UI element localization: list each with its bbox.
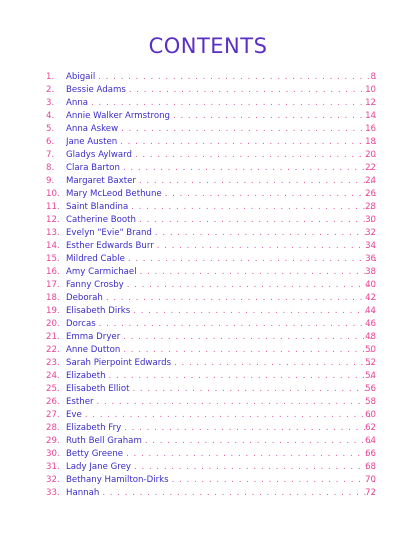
dot-leader bbox=[136, 213, 376, 227]
toc-entry[interactable] bbox=[0, 265, 416, 279]
entry-leader bbox=[66, 239, 376, 253]
entry-leader bbox=[66, 291, 376, 305]
entry-number: 12. bbox=[46, 215, 60, 225]
entry-leader bbox=[66, 200, 376, 214]
dot-leader bbox=[136, 174, 376, 188]
entry-name: Hannah bbox=[66, 488, 100, 498]
entry-leader bbox=[66, 213, 376, 227]
entry-number: 14. bbox=[46, 241, 60, 251]
dot-leader bbox=[106, 369, 376, 383]
toc-entry[interactable] bbox=[0, 122, 416, 136]
entry-page-number: 58 bbox=[365, 397, 376, 407]
toc-entry[interactable] bbox=[0, 239, 416, 253]
toc-entry[interactable] bbox=[0, 382, 416, 396]
entry-page-number: 36 bbox=[365, 254, 376, 264]
entry-page-number: 8 bbox=[370, 72, 376, 82]
toc-entry[interactable] bbox=[0, 278, 416, 292]
entry-page-number: 38 bbox=[365, 267, 376, 277]
entry-leader bbox=[66, 356, 376, 370]
toc-entry[interactable] bbox=[0, 213, 416, 227]
entry-leader bbox=[66, 330, 376, 344]
toc-entry[interactable] bbox=[0, 135, 416, 149]
toc-entry[interactable] bbox=[0, 200, 416, 214]
entry-leader bbox=[66, 161, 376, 175]
entry-name: Mildred Cable bbox=[66, 254, 125, 264]
entry-page-number: 22 bbox=[365, 163, 376, 173]
entry-page-number: 66 bbox=[365, 449, 376, 459]
entry-number: 16. bbox=[46, 267, 60, 277]
dot-leader bbox=[120, 330, 376, 344]
entry-page-number: 18 bbox=[365, 137, 376, 147]
entry-page-number: 28 bbox=[365, 202, 376, 212]
entry-page-number: 24 bbox=[365, 176, 376, 186]
entry-number: 19. bbox=[46, 306, 60, 316]
entry-page-number: 64 bbox=[365, 436, 376, 446]
entry-leader bbox=[66, 408, 376, 422]
toc-entry[interactable] bbox=[0, 148, 416, 162]
entry-name: Lady Jane Grey bbox=[66, 462, 131, 472]
entry-page-number: 54 bbox=[365, 371, 376, 381]
entry-leader bbox=[66, 135, 376, 149]
entry-number: 21. bbox=[46, 332, 60, 342]
entry-name: Bethany Hamilton-Dirks bbox=[66, 475, 169, 485]
entry-page-number: 44 bbox=[365, 306, 376, 316]
dot-leader bbox=[120, 161, 376, 175]
entry-page-number: 56 bbox=[365, 384, 376, 394]
entry-number: 31. bbox=[46, 462, 60, 472]
dot-leader bbox=[82, 408, 376, 422]
toc-entry[interactable] bbox=[0, 434, 416, 448]
entry-leader bbox=[66, 148, 376, 162]
entry-leader bbox=[66, 109, 376, 123]
entry-name: Annie Walker Armstrong bbox=[66, 111, 170, 121]
dot-leader bbox=[171, 356, 376, 370]
toc-entry[interactable] bbox=[0, 291, 416, 305]
toc-entry[interactable] bbox=[0, 330, 416, 344]
entry-leader bbox=[66, 278, 376, 292]
dot-leader bbox=[126, 83, 376, 97]
entry-leader bbox=[66, 96, 376, 110]
page-title: CONTENTS bbox=[148, 34, 268, 58]
entry-number: 7. bbox=[46, 150, 55, 160]
dot-leader bbox=[132, 148, 376, 162]
entry-number: 11. bbox=[46, 202, 60, 212]
toc-entry[interactable] bbox=[0, 473, 416, 487]
entry-page-number: 16 bbox=[365, 124, 376, 134]
entry-name: Elisabeth Dirks bbox=[66, 306, 131, 316]
entry-name: Clara Barton bbox=[66, 163, 120, 173]
toc-entry[interactable] bbox=[0, 161, 416, 175]
entry-page-number: 68 bbox=[365, 462, 376, 472]
entry-number: 26. bbox=[46, 397, 60, 407]
entry-number: 20. bbox=[46, 319, 60, 329]
toc-entry[interactable] bbox=[0, 96, 416, 110]
toc-entry[interactable] bbox=[0, 447, 416, 461]
dot-leader bbox=[131, 460, 376, 474]
entry-page-number: 26 bbox=[365, 189, 376, 199]
dot-leader bbox=[125, 252, 376, 266]
entry-leader bbox=[66, 382, 376, 396]
dot-leader bbox=[137, 265, 376, 279]
entry-number: 2. bbox=[46, 85, 55, 95]
entry-leader bbox=[66, 83, 376, 97]
dot-leader bbox=[120, 343, 376, 357]
dot-leader bbox=[103, 291, 376, 305]
entry-page-number: 48 bbox=[365, 332, 376, 342]
dot-leader bbox=[118, 122, 376, 136]
entry-leader bbox=[66, 187, 376, 201]
dot-leader bbox=[170, 109, 376, 123]
entry-number: 23. bbox=[46, 358, 60, 368]
toc-entry[interactable] bbox=[0, 174, 416, 188]
entry-leader bbox=[66, 70, 376, 84]
entry-number: 18. bbox=[46, 293, 60, 303]
entry-leader bbox=[66, 174, 376, 188]
dot-leader bbox=[142, 434, 376, 448]
entry-name: Fanny Crosby bbox=[66, 280, 124, 290]
entry-name: Eve bbox=[66, 410, 82, 420]
entry-number: 3. bbox=[46, 98, 55, 108]
dot-leader bbox=[121, 421, 376, 435]
entry-leader bbox=[66, 447, 376, 461]
entry-leader bbox=[66, 265, 376, 279]
entry-number: 8. bbox=[46, 163, 55, 173]
entry-name: Anne Dutton bbox=[66, 345, 121, 355]
toc-entry[interactable] bbox=[0, 356, 416, 370]
entry-name: Abigail bbox=[66, 72, 96, 82]
entry-page-number: 72 bbox=[365, 488, 376, 498]
dot-leader bbox=[117, 135, 376, 149]
entry-page-number: 20 bbox=[365, 150, 376, 160]
entry-number: 4. bbox=[46, 111, 55, 121]
entry-number: 15. bbox=[46, 254, 60, 264]
entry-leader bbox=[66, 395, 376, 409]
dot-leader bbox=[99, 486, 376, 500]
entry-name: Elizabeth bbox=[66, 371, 106, 381]
entry-number: 32. bbox=[46, 475, 60, 485]
entry-name: Sarah Pierpoint Edwards bbox=[66, 358, 172, 368]
toc-entry[interactable] bbox=[0, 70, 416, 84]
entry-number: 25. bbox=[46, 384, 60, 394]
dot-leader bbox=[96, 317, 376, 331]
entry-name: Betty Greene bbox=[66, 449, 124, 459]
entry-name: Ruth Bell Graham bbox=[66, 436, 142, 446]
entry-number: 17. bbox=[46, 280, 60, 290]
entry-number: 28. bbox=[46, 423, 60, 433]
entry-name: Evelyn "Evie" Brand bbox=[66, 228, 152, 238]
dot-leader bbox=[123, 447, 376, 461]
entry-name: Elizabeth Fry bbox=[66, 423, 122, 433]
toc-entry[interactable] bbox=[0, 421, 416, 435]
entry-page-number: 50 bbox=[365, 345, 376, 355]
entry-page-number: 70 bbox=[365, 475, 376, 485]
entry-name: Jane Austen bbox=[66, 137, 118, 147]
entry-number: 10. bbox=[46, 189, 60, 199]
entry-name: Gladys Aylward bbox=[66, 150, 132, 160]
entry-leader bbox=[66, 434, 376, 448]
dot-leader bbox=[152, 226, 376, 240]
entry-page-number: 14 bbox=[365, 111, 376, 121]
entry-name: Anna Askew bbox=[66, 124, 119, 134]
entry-page-number: 30 bbox=[365, 215, 376, 225]
entry-page-number: 60 bbox=[365, 410, 376, 420]
entry-name: Anna bbox=[66, 98, 89, 108]
toc-entry[interactable] bbox=[0, 226, 416, 240]
entry-page-number: 52 bbox=[365, 358, 376, 368]
entry-leader bbox=[66, 317, 376, 331]
entry-page-number: 46 bbox=[365, 319, 376, 329]
toc-entry[interactable] bbox=[0, 460, 416, 474]
toc-entry[interactable] bbox=[0, 252, 416, 266]
dot-leader bbox=[124, 278, 376, 292]
entry-number: 13. bbox=[46, 228, 60, 238]
toc-entry[interactable] bbox=[0, 395, 416, 409]
toc-entry[interactable] bbox=[0, 304, 416, 318]
entry-leader bbox=[66, 473, 376, 487]
entry-page-number: 32 bbox=[365, 228, 376, 238]
dot-leader bbox=[128, 200, 376, 214]
dot-leader bbox=[94, 395, 376, 409]
toc-entry[interactable] bbox=[0, 83, 416, 97]
entry-number: 27. bbox=[46, 410, 60, 420]
entry-name: Dorcas bbox=[66, 319, 96, 329]
entry-number: 30. bbox=[46, 449, 60, 459]
entry-name: Emma Dryer bbox=[66, 332, 121, 342]
dot-leader bbox=[169, 473, 376, 487]
dot-leader bbox=[88, 96, 376, 110]
toc-entry[interactable] bbox=[0, 317, 416, 331]
toc-entry[interactable] bbox=[0, 408, 416, 422]
entry-leader bbox=[66, 486, 376, 500]
dot-leader bbox=[129, 382, 376, 396]
entry-number: 9. bbox=[46, 176, 55, 186]
entry-page-number: 62 bbox=[365, 423, 376, 433]
dot-leader bbox=[130, 304, 376, 318]
entry-name: Margaret Baxter bbox=[66, 176, 136, 186]
toc-entry[interactable] bbox=[0, 486, 416, 500]
entry-name: Amy Carmichael bbox=[66, 267, 137, 277]
entry-name: Bessie Adams bbox=[66, 85, 126, 95]
entry-leader bbox=[66, 122, 376, 136]
entry-page-number: 42 bbox=[365, 293, 376, 303]
entry-number: 1. bbox=[46, 72, 55, 82]
entry-name: Esther bbox=[66, 397, 94, 407]
entry-number: 5. bbox=[46, 124, 55, 134]
entry-number: 33. bbox=[46, 488, 60, 498]
entry-leader bbox=[66, 252, 376, 266]
entry-page-number: 34 bbox=[365, 241, 376, 251]
entry-name: Elisabeth Elliot bbox=[66, 384, 130, 394]
entry-leader bbox=[66, 460, 376, 474]
entry-page-number: 40 bbox=[365, 280, 376, 290]
entry-name: Mary McLeod Bethune bbox=[66, 189, 162, 199]
toc-entry[interactable] bbox=[0, 109, 416, 123]
entry-name: Saint Blandina bbox=[66, 202, 129, 212]
dot-leader bbox=[162, 187, 376, 201]
toc-entry[interactable] bbox=[0, 187, 416, 201]
entry-name: Deborah bbox=[66, 293, 103, 303]
entry-number: 6. bbox=[46, 137, 55, 147]
dot-leader bbox=[154, 239, 376, 253]
entry-leader bbox=[66, 304, 376, 318]
dot-leader bbox=[95, 70, 376, 84]
entry-number: 24. bbox=[46, 371, 60, 381]
entry-name: Catherine Booth bbox=[66, 215, 136, 225]
entry-leader bbox=[66, 226, 376, 240]
entry-leader bbox=[66, 343, 376, 357]
toc-entry[interactable] bbox=[0, 369, 416, 383]
entry-name: Esther Edwards Burr bbox=[66, 241, 154, 251]
entry-leader bbox=[66, 369, 376, 383]
entry-number: 29. bbox=[46, 436, 60, 446]
entry-page-number: 10 bbox=[365, 85, 376, 95]
toc-entry[interactable] bbox=[0, 343, 416, 357]
entry-page-number: 12 bbox=[365, 98, 376, 108]
entry-number: 22. bbox=[46, 345, 60, 355]
entry-leader bbox=[66, 421, 376, 435]
